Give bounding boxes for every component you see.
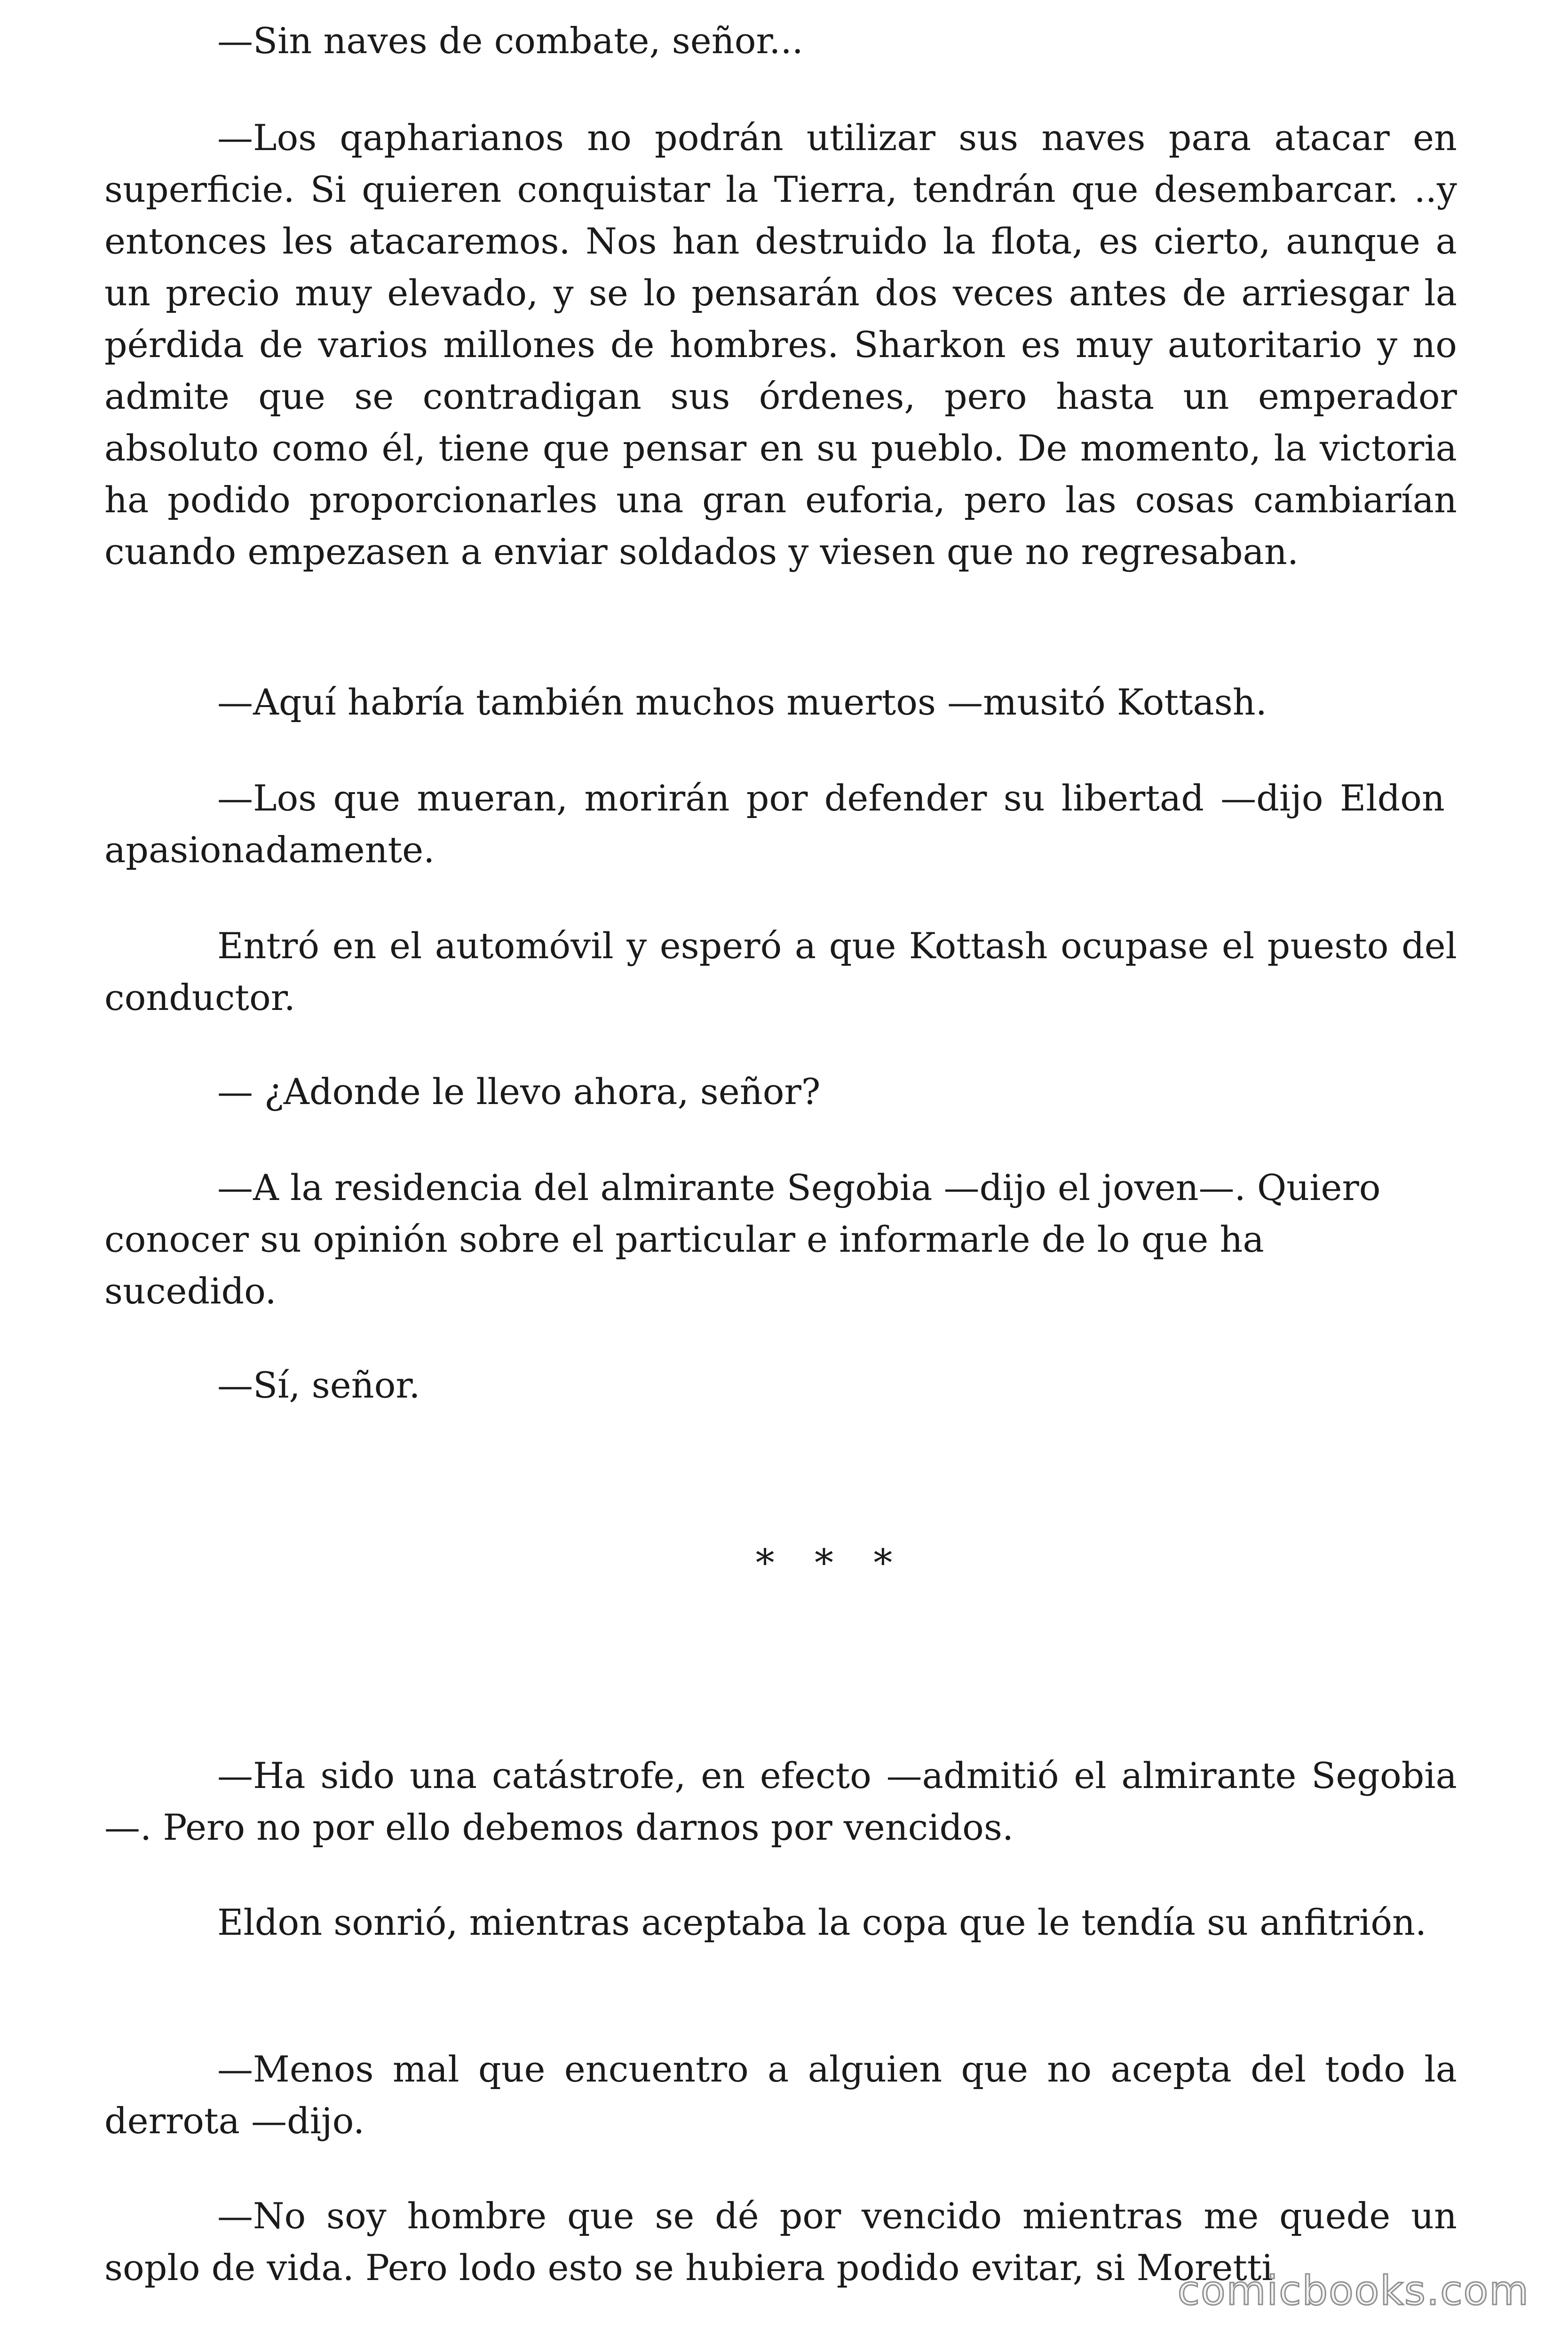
paragraph-5 — [104, 920, 1457, 1024]
paragraph-9 — [104, 1750, 1457, 1853]
paragraph-2 — [104, 112, 1457, 629]
paragraph-text: —Los que mueran, morirán por defender su libertad —dijo Eldon apasionadamente. — [104, 777, 1445, 871]
paragraph-8 — [104, 1359, 1457, 1411]
paragraph-7 — [104, 1162, 1402, 1317]
paragraph-text: —Menos mal que encuentro a alguien que no acepta del todo la derrota —dijo. — [104, 2048, 1457, 2142]
paragraph-text: —Sin naves de combate, señor... — [217, 20, 803, 62]
paragraph-text: Eldon sonrió, mientras aceptaba la copa que le tendía su anfitrión. — [217, 1901, 1427, 1943]
paragraph-4 — [104, 772, 1445, 876]
paragraph-10 — [104, 1897, 1457, 2000]
paragraph-6 — [104, 1066, 1457, 1118]
watermark-logo: comicbooks.com — [1177, 2267, 1529, 2314]
paragraph-text: —Los qapharianos no podrán utilizar sus naves para atacar en superficie. Si quieren conquistar la Tierra, tendrán que desembarcar. ..y entonces les atacaremos. Nos han destruido la flota, es cierto, aunque a un precio muy elevado, y se lo pensarán dos veces antes de arriesgar la pérdida de varios millones de hombres. Sharkon es muy autoritario y no admite que se contradigan sus órdenes, pero hasta un emperador absoluto como él, tiene que pensar en su pueblo. De momento, la victoria ha podido proporcionarles una gran euforia, pero las cosas cambiarían cuando empezasen a enviar soldados y viesen que no regresaban. — [104, 117, 1457, 572]
paragraph-text: —Sí, señor. — [217, 1364, 420, 1406]
paragraph-text: Entró en el automóvil y esperó a que Kottash ocupase el puesto del conductor. — [104, 925, 1457, 1018]
paragraph-text: —A la residencia del almirante Segobia —dijo el joven—. Quiero conocer su opinión sobre el particular e informarle de lo que ha sucedido. — [104, 1167, 1381, 1312]
paragraph-text: —No soy hombre que se dé por vencido mientras me quede un soplo de vida. Pero lodo esto se hubiera podido evitar, si Moretti — [104, 2195, 1457, 2288]
paragraph-1 — [104, 15, 1457, 67]
scene-separator: * * * — [755, 1541, 907, 1585]
paragraph-text: — ¿Adonde le llevo ahora, señor? — [217, 1071, 821, 1112]
paragraph-3 — [104, 676, 1457, 728]
paragraph-11 — [104, 2043, 1457, 2147]
paragraph-text: —Ha sido una catástrofe, en efecto —admitió el almirante Segobia—. Pero no por ello debemos darnos por vencidos. — [104, 1755, 1457, 1848]
paragraph-text: —Aquí habría también muchos muertos —musitó Kottash. — [217, 681, 1267, 723]
